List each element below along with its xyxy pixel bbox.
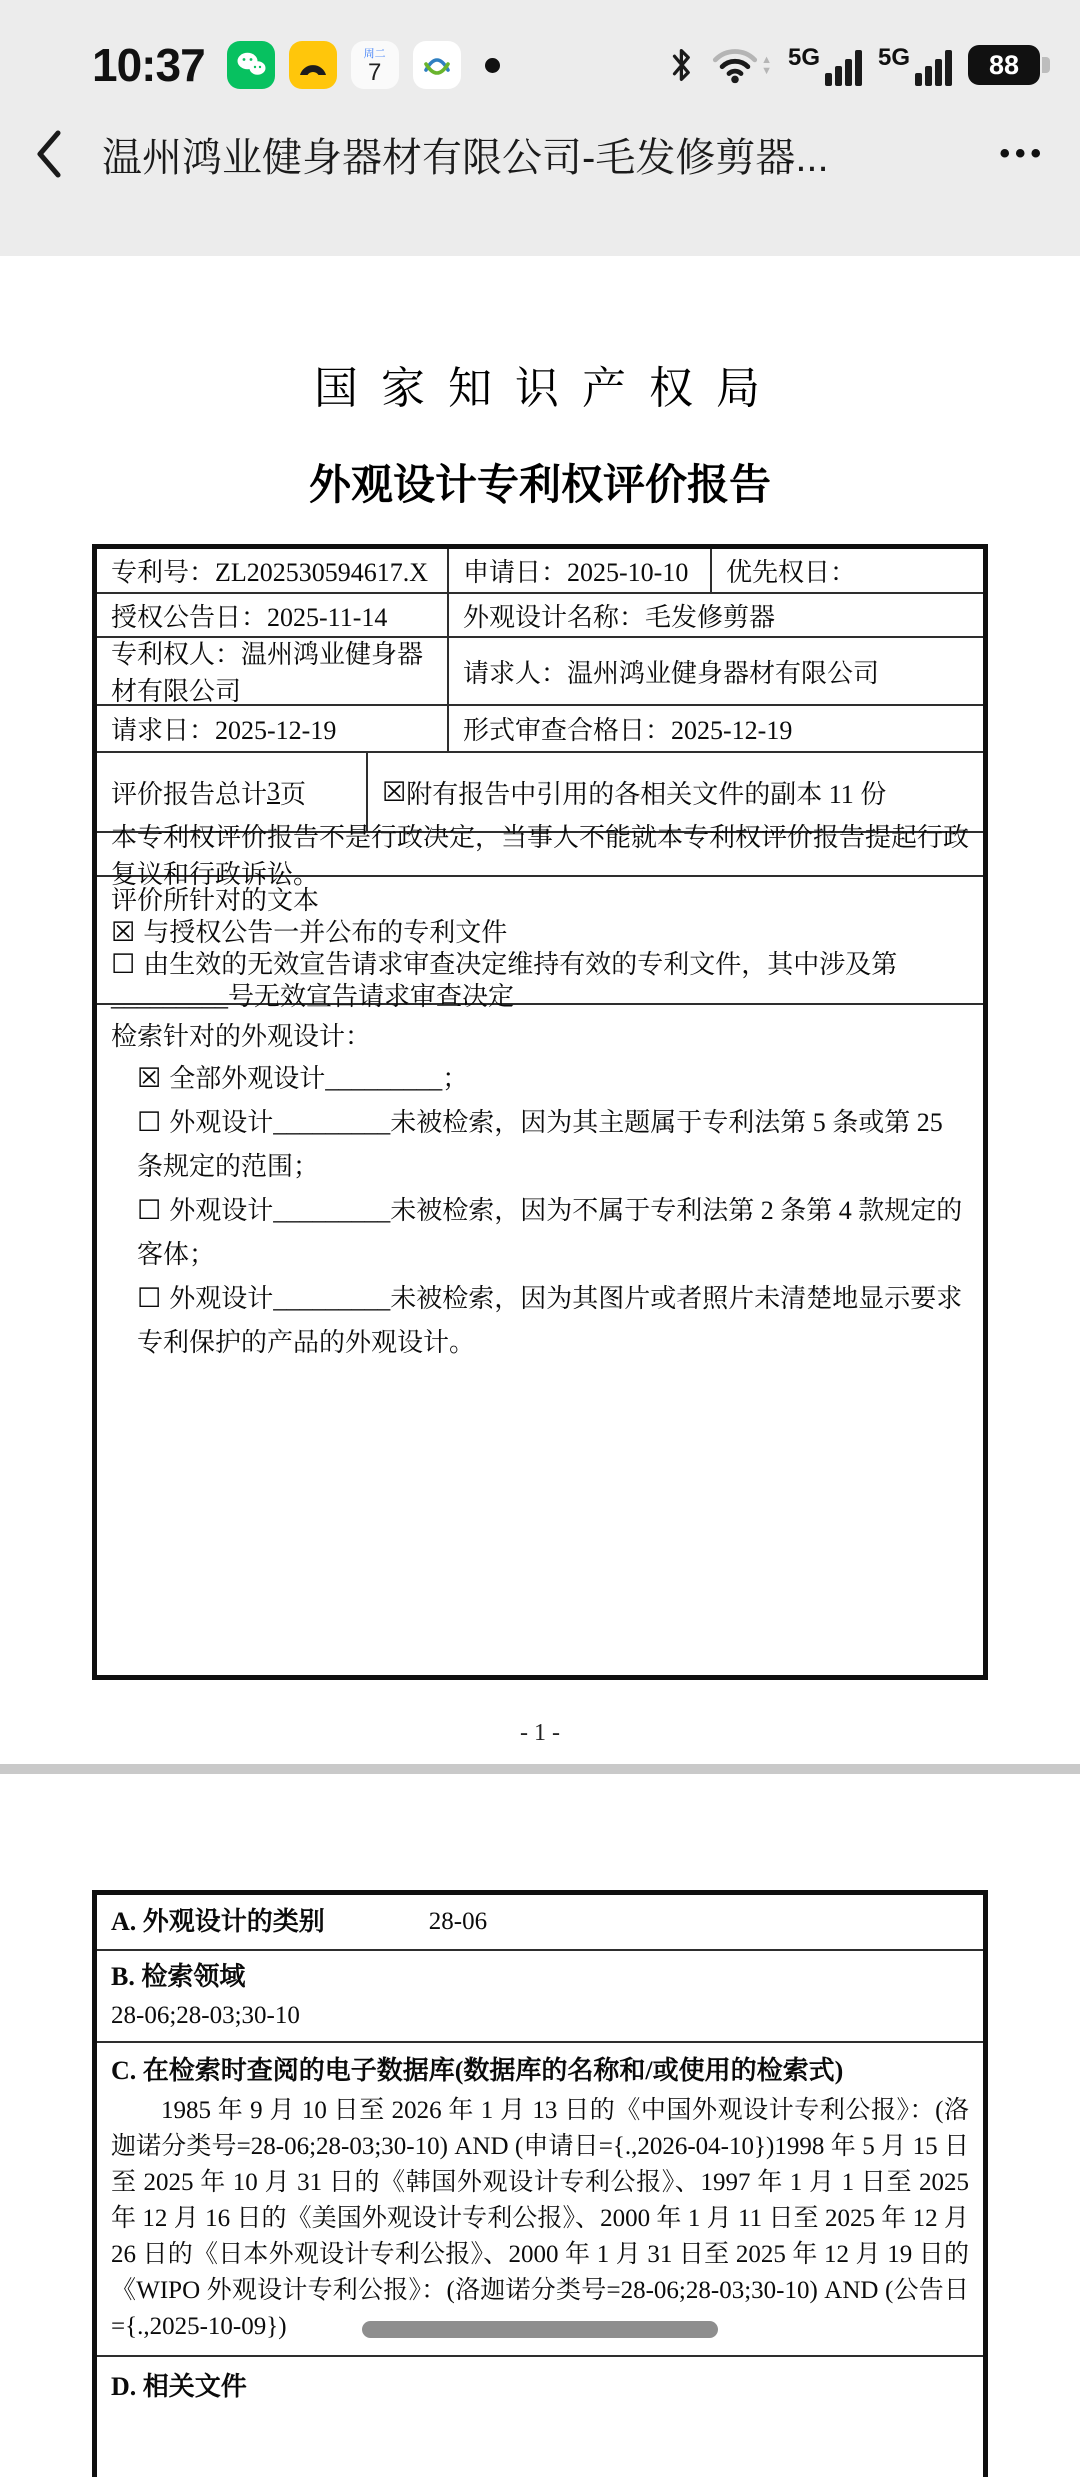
checkbox-unchecked-icon: ☐ [111,949,136,980]
filing-date-cell: 申请日：2025-10-10 [449,549,712,592]
legal-notice-cell: 本专利权评价报告不是行政决定，当事人不能就本专利权评价报告提起行政复议和行政诉讼。 [111,823,970,889]
option-line [111,917,969,949]
priority-date-cell: 优先权日： [726,558,857,587]
table-row [97,877,983,1011]
status-bar [0,0,1080,96]
requester-cell: 请求人：温州鸿业健身器材有限公司 [463,658,880,688]
patent-info-table [92,544,988,1680]
status-icons [669,44,1050,86]
network-type-sim1: 5G [787,44,820,71]
wechat-icon [227,41,275,89]
issuing-authority: 国 家 知 识 产 权 局 [314,364,766,413]
table-row [97,638,983,706]
checkbox-checked-icon: ☒ [137,1063,162,1094]
section-title: 评价所针对的文本 [111,886,320,915]
back-button[interactable] [34,128,64,180]
battery-percent: 88 [968,45,1040,85]
design-class-value: 28-06 [428,1908,488,1935]
table-row [97,2043,983,2357]
total-pages-value: 3 [267,777,281,806]
request-date-cell: 请求日：2025-12-19 [97,706,449,751]
patent-number-cell: 专利号：ZL202530594617.X [97,549,449,592]
design-name-cell: 外观设计名称：毛发修剪器 [463,602,776,632]
design-class-label: A. 外观设计的类别 [111,1907,325,1936]
signal-sim1-icon [788,44,862,86]
search-field-label: B. 检索领域 [111,1962,246,1991]
option-text: 外观设计_________未被检索，因为其主题属于专利法第 5 条或第 25 条规定的范围； [137,1108,943,1181]
network-type-sim2: 5G [877,44,910,71]
table-row [97,2357,983,2477]
search-field-value: 28-06;28-03;30-10 [111,2002,300,2029]
option-text: 全部外观设计_________； [169,1064,469,1093]
calendar-icon [351,41,399,89]
report-title: 外观设计专利权评价报告 [308,463,771,509]
table-row [97,1895,983,1951]
total-pages-prefix: 评价报告总计 [111,779,268,809]
table-row [97,823,983,889]
document-page-1 [0,256,1080,1764]
top-chrome [0,0,1080,256]
attachment-text: 附有报告中引用的各相关文件的副本 11 份 [406,779,887,809]
bluetooth-icon [669,45,695,85]
grant-date-cell: 授权公告日：2025-11-14 [97,594,449,636]
amap-icon [289,41,337,89]
total-pages-suffix: 页 [280,779,307,809]
option-text: 外观设计_________未被检索，因为不属于专利法第 2 条第 4 款规定的客体； [137,1196,963,1269]
search-scope-cell [97,1005,983,1675]
table-row [97,1951,983,2043]
nav-bar [0,102,1080,206]
wifi-traffic-arrows-icon: ▲ ▼ [761,53,772,77]
more-menu-button[interactable]: ••• [999,137,1046,170]
checkbox-unchecked-icon: ☐ [137,1195,162,1226]
option-line [111,1101,969,1189]
battery-icon [968,45,1050,85]
table-row [97,706,983,753]
option-text: 与授权公告一并公布的专利文件 [143,918,508,947]
table-row [97,594,983,638]
formal-exam-date-cell: 形式审查合格日：2025-12-19 [463,716,793,745]
option-text: 由生效的无效宣告请求审查决定维持有效的专利文件，其中涉及第_________号无效宣告请求审查决定 [111,950,898,1011]
calendar-weekday: 周二 [363,47,386,60]
checkbox-unchecked-icon: ☐ [137,1107,162,1138]
option-line [111,1189,969,1277]
section-title: 检索针对的外观设计： [111,1022,372,1051]
table-row [97,1005,983,1675]
battery-nub [1042,57,1050,73]
notification-dot-icon [485,58,500,73]
checkbox-checked-icon: ☒ [111,917,136,948]
home-indicator[interactable] [362,2321,718,2338]
search-report-table [92,1890,988,2477]
checkbox-unchecked-icon: ☐ [137,1283,162,1314]
document-title: 温州鸿业健身器材有限公司-毛发修剪器... [102,135,829,180]
option-line [111,949,969,1013]
evaluated-text-cell [97,877,983,1011]
option-line [111,1277,969,1365]
notification-app-icons [227,41,500,89]
option-text: 外观设计_________未被检索，因为其图片或者照片未清楚地显示要求专利保护的产品的外观设计。 [137,1284,963,1357]
databases-text: 1985 年 9 月 10 日至 2026 年 1 月 13 日的《中国外观设计专利公报》：(洛迦诺分类号=28-06;28-03;30-10) AND (申请日={.,2026-04-10})1998 年 5 月 15 日至 2025 年 10 月 31 日的《韩国外观设计专利公报》、1997 年 1 月 1 日至 2025 年 12 月 16 日的《美国外观设计专利公报》、2000 年 1 月 11 日至 2025 年 12 月 26 日的《日本外观设计专利公报》、2000 年 1 月 31 日至 2025 年 12 月 19 日的《WIPO 外观设计专利公报》：(洛迦诺分类号=28-06;28-03;30-10) AND (公告日={.,2025-10-09}) [111,2097,969,2340]
related-documents-label: D. 相关文件 [111,2372,247,2401]
signal-sim2-icon [878,44,952,86]
calendar-day: 7 [367,58,382,86]
china-mobile-icon [413,41,461,89]
table-row [97,549,983,594]
wifi-icon [711,46,772,84]
page-separator [0,1764,1080,1774]
clock: 10:37 [92,39,205,91]
databases-label: C. 在检索时查阅的电子数据库(数据库的名称和/或使用的检索式) [111,2056,844,2085]
checkbox-checked-icon: ☒ [382,776,407,808]
patentee-cell: 专利权人：温州鸿业健身器材有限公司 [97,638,449,704]
page-number: - 1 - [520,1720,560,1746]
document-page-2 [0,1774,1080,2401]
option-line [111,1057,969,1101]
